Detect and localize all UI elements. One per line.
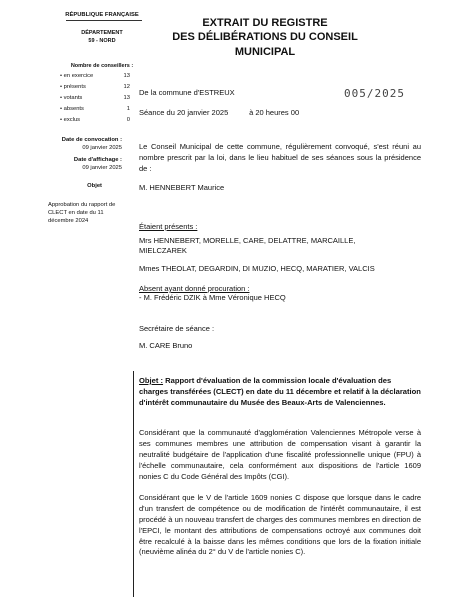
presents-men-line-2: MIELCZAREK <box>139 246 187 255</box>
header-divider <box>66 20 142 21</box>
secretary-heading: Secrétaire de séance : <box>139 324 215 333</box>
objet-short: Approbation du rapport de CLECT en date du 11 décembre 2024 <box>48 202 116 224</box>
convocation-label: Date de convocation : <box>61 137 122 143</box>
affichage-label: Date d'affichage : <box>73 157 122 163</box>
seance-line: Séance du 20 janvier 2025 à 20 heures 00 <box>139 108 300 117</box>
considerant-paragraph-1: Considérant que la communauté d'agglomération Valenciennes Métropole verse à ses communes membres une attribution de compensation visant à garantir la neutralité budgétaire de l'application d'une fiscalité professionnelle unique (FPU) à l'échelle communautaire, cela conformément aux dispositions de l'article 1609 nonies C du Code Général des Impôts (CGI). <box>139 428 421 481</box>
reference-number: 005/2025 <box>344 87 405 100</box>
departement-block <box>56 30 148 45</box>
margin-rule <box>133 371 134 597</box>
count-label: • présents <box>60 84 86 90</box>
affichage-date: 09 janvier 2025 <box>82 165 122 171</box>
count-label: • votants <box>60 95 83 101</box>
presents-women-line: Mmes THEOLAT, DEGARDIN, DI MUZIO, HECQ, MARATIER, VALCIS <box>139 264 375 273</box>
considerant-paragraph-2: Considérant que le V de l'article 1609 nonies C dispose que lorsque dans le cadre d'un transfert de compétence ou de modification de l'intérêt communautaire, il est procédé à un nouveau transfert de charges des communes membres en direction de l'EPCI, le montant des attributions de compensations octroyé aux communes doit être recalculé à la baisse dans les mêmes conditions que lors de la fixation initiale (neuvième alinéa du 2° du V de l'article nonies C). <box>139 493 421 557</box>
republique-label: RÉPUBLIQUE FRANÇAISE <box>65 12 139 18</box>
presents-men-line: Mrs HENNEBERT, MORELLE, CARE, DELATTRE, MARCAILLE, <box>139 236 356 245</box>
count-value: 12 <box>123 84 130 90</box>
title-line-1: EXTRAIT DU REGISTRE <box>202 17 328 29</box>
president-name: M. HENNEBERT Maurice <box>139 183 225 192</box>
count-label: • exclus <box>60 117 81 123</box>
absent-heading: Absent ayant donné procuration : <box>139 284 250 293</box>
commune-line: De la commune d'ESTREUX <box>139 88 235 97</box>
intro-paragraph: Le Conseil Municipal de cette commune, régulièrement convoqué, s'est réuni au nombre prescrit par la loi, dans le lieu habituel de ses séances sous la présidence de : <box>139 142 421 173</box>
objet-text: Rapport d'évaluation de la commission locale d'évaluation des charges transférées (CLECT) en date du 11 décembre et relatif à la déclaration d'intérêt communautaire du Musée des Beaux-Arts de Valenciennes. <box>139 376 421 407</box>
title-line-2: DES DÉLIBÉRATIONS DU CONSEIL <box>172 31 358 44</box>
count-value: 1 <box>126 106 130 112</box>
absent-line: - M. Frédéric DZIK à Mme Véronique HECQ <box>139 293 286 302</box>
count-label: • absents <box>60 106 84 112</box>
convocation-date: 09 janvier 2025 <box>82 145 122 151</box>
document-title <box>150 16 380 59</box>
title-line-3: MUNICIPAL <box>234 45 296 58</box>
objet-label: Objet : <box>139 376 164 385</box>
count-value: 0 <box>126 117 130 123</box>
count-value: 13 <box>123 95 130 101</box>
presents-heading: Étaient présents : <box>139 222 198 231</box>
count-value: 13 <box>123 73 130 79</box>
count-label: • en exercice <box>60 73 94 79</box>
departement-value: 59 - NORD <box>88 37 116 44</box>
secretary-name: M. CARE Bruno <box>139 341 193 350</box>
objet-side-label: Objet <box>87 183 102 189</box>
departement-label: DÉPARTEMENT <box>81 30 123 36</box>
objet-block <box>139 375 421 408</box>
counts-heading: Nombre de conseillers : <box>70 63 134 69</box>
